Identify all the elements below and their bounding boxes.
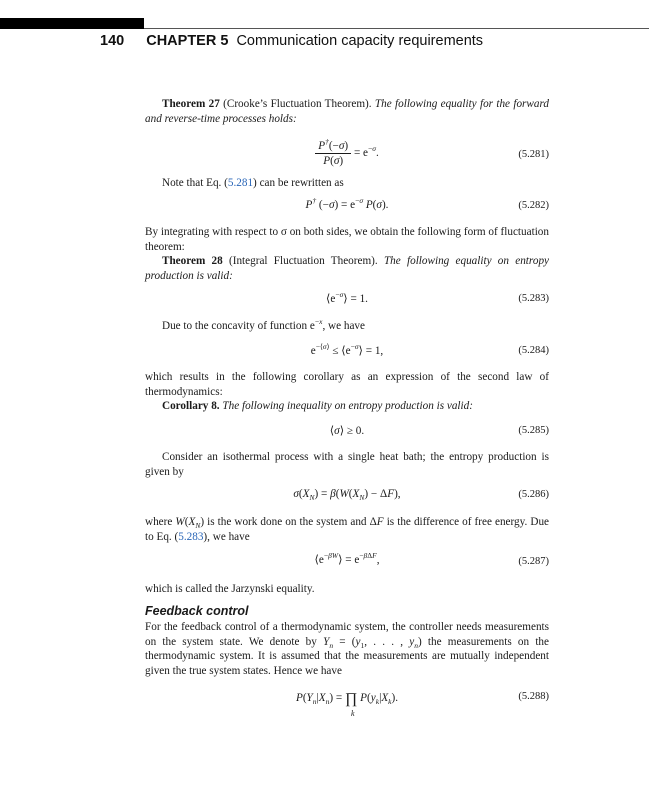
- equation-link[interactable]: 5.281: [227, 177, 254, 189]
- equation-number: (5.281): [518, 149, 549, 160]
- corollary-8-statement: The following inequality on entropy production is valid:: [222, 400, 473, 412]
- theorem-28: [145, 254, 549, 283]
- equation-number: (5.282): [518, 200, 549, 211]
- equation-5-281: [145, 137, 549, 174]
- due-text-after: ), we have: [203, 530, 250, 543]
- paragraph-concavity: Due to the concavity of function $e^{-x}$, we have: [162, 317, 365, 332]
- concavity-text: Due to the concavity of function e: [162, 320, 315, 332]
- note-text-after: ) can be rewritten as: [253, 177, 344, 189]
- paragraph-jarzynski: which is called the Jarzynski equality.: [145, 583, 315, 595]
- equation-5-288-body: $P(Y_n|X_n)$ = ∏ k $P(y_k|X_k)$.: [295, 691, 399, 718]
- note-text: Note that Eq. (: [162, 177, 228, 189]
- equation-number: (5.288): [518, 691, 549, 702]
- equation-link[interactable]: 5.283: [178, 530, 204, 543]
- equation-5-281-rhs: = e: [353, 147, 369, 160]
- due-text: Due to Eq. (: [145, 516, 549, 543]
- equation-number: (5.285): [518, 425, 549, 436]
- theorem-27-name: (Crooke’s Fluctuation Theorem).: [223, 98, 372, 110]
- equation-5-286: [145, 488, 549, 508]
- paragraph-isothermal: Consider an isothermal process with a single heat bath; the entropy production is given by: [145, 451, 549, 478]
- feedback-text-2: the measurements on the thermodynamic system. It is assumed that the measurements are mutually independent given the true system states. Hence we have: [145, 635, 549, 677]
- chapter-title: Communication capacity requirements: [236, 33, 484, 49]
- equation-5-282: [145, 196, 549, 219]
- equation-5-287: [145, 553, 549, 573]
- equation-5-288: [145, 689, 549, 719]
- theorem-27-label: Theorem 27: [162, 98, 220, 110]
- equation-5-282-body: P† $(-\sigma) = e^{-\sigma}$ P(σ).: [305, 196, 389, 211]
- equation-5-283: [145, 292, 549, 312]
- feedback-text: For the feedback control of a thermodynamic system, the controller needs measurements on the system state. We denote by: [145, 621, 549, 648]
- section-heading: Feedback control: [145, 604, 249, 618]
- header-black-bar: [0, 18, 144, 29]
- equation-5-281-body: $\frac{P^\dagger(-\sigma)}{P(\sigma)}$ = $e^{-\sigma}$.: [145, 140, 549, 167]
- paragraph-corollary-intro: which results in the following corollary as an expression of the second law of thermodynamics:: [145, 371, 549, 398]
- theorem-27: [145, 97, 549, 126]
- equation-number: (5.287): [518, 556, 549, 567]
- equation-5-285: [145, 424, 549, 444]
- running-header: [100, 33, 483, 49]
- equation-5-287-body: $⟨e^{-\beta W}⟩ = e^{-\beta\Delta F}$,: [314, 551, 380, 566]
- paragraph-integrating: By integrating with respect to σ on both sides, we obtain the following form of fluctuation theorem:: [145, 226, 549, 253]
- page-number: 140: [100, 33, 125, 49]
- paragraph-note: [145, 176, 549, 191]
- theorem-28-label: Theorem 28: [162, 255, 223, 267]
- equation-number: (5.286): [518, 489, 549, 500]
- theorem-27-statement: The following equality for the forward and reverse-time processes holds:: [145, 98, 549, 125]
- paragraph-feedback: For the feedback control of a thermodynamic system, the controller needs measurements on the system state. We denote by $Y_n = (y_1$, . . . , $y_n$) the measurements on the thermodynamic system. It is assumed that the measurements are mutually independent given the true system states. Hence we have: [145, 621, 549, 677]
- paragraph-where: where $W(X_N)$ is the work done on the system and ΔF is the difference of free energy. Due to Eq. (5.283), we have: [145, 516, 549, 543]
- equation-5-283-body: $⟨e^{-\sigma}⟩ = 1$.: [326, 290, 368, 305]
- fraction: $\frac{P^\dagger(-\sigma)}{P(\sigma)}$: [315, 140, 351, 167]
- equation-number: (5.284): [518, 345, 549, 356]
- corollary-8-label: Corollary 8.: [162, 400, 220, 412]
- theorem-28-name: (Integral Fluctuation Theorem).: [229, 255, 378, 267]
- equation-5-286-body: $\sigma(X_N) = \beta(W(X_N) - \Delta F)$,: [293, 488, 401, 502]
- equation-number: (5.283): [518, 293, 549, 304]
- corollary-8: [145, 399, 549, 414]
- header-rule: [144, 28, 649, 29]
- equation-5-285-body: ⟨σ⟩ ≥ 0.: [329, 425, 365, 437]
- where-text-2: is the difference of free energy.: [383, 516, 528, 528]
- where-text: is the work done on the system and: [204, 516, 370, 528]
- equation-5-284-body: $e^{-⟨\sigma⟩}$ ≤ $⟨e^{-\sigma}⟩ = 1$,: [310, 342, 384, 357]
- chapter-label: CHAPTER 5: [146, 33, 229, 49]
- product-symbol: ∏ k: [345, 691, 358, 718]
- equation-5-284: [145, 344, 549, 364]
- theorem-28-statement: The following equality on entropy production is valid:: [145, 255, 550, 282]
- concavity-text-after: , we have: [322, 320, 365, 332]
